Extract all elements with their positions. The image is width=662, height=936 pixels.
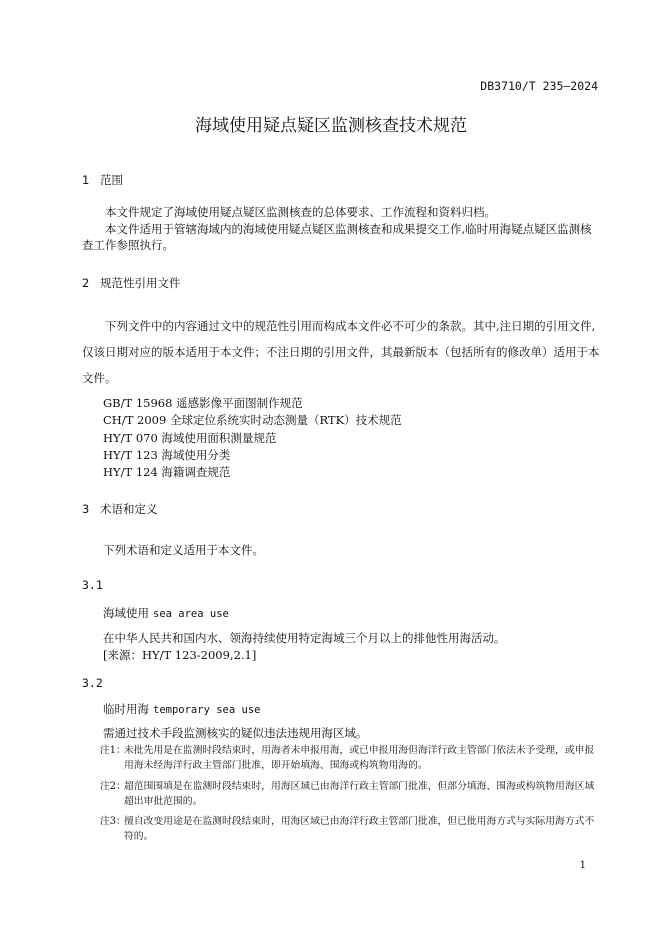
term-chinese: 海域使用 (103, 606, 149, 620)
page-number: 1 (579, 860, 586, 871)
reference-item: CH/T 2009 全球定位系统实时动态测量（RTK）技术规范 (103, 413, 402, 427)
reference-item: HY/T 124 海籍调查规范 (103, 465, 231, 479)
term-source: [来源：HY/T 123-2009,2.1] (103, 648, 257, 662)
term-heading (103, 605, 229, 621)
term-english: temporary sea use (153, 704, 261, 716)
term-heading (103, 701, 260, 717)
section-number: 1 (82, 173, 90, 187)
term-chinese: 临时用海 (103, 702, 149, 716)
section-heading-terms (82, 501, 158, 517)
note-item (100, 814, 600, 844)
reference-item: HY/T 070 海域使用面积测量规范 (103, 431, 277, 445)
term-number: 3.1 (82, 578, 103, 592)
section-number: 3 (82, 502, 90, 516)
term-number: 3.2 (82, 676, 103, 690)
scope-paragraph-1: 本文件规定了海域使用疑点疑区监测核查的总体要求、工作流程和资料归档。 (105, 205, 496, 219)
reference-item: HY/T 123 海域使用分类 (103, 448, 231, 462)
note-text: 擅自改变用途是在监测时段结束时，用海区域已由海洋行政主管部门批准，但已批用海方式与实际用海方式不符的。 (124, 816, 595, 842)
term-definition: 需通过技术手段监测核实的疑似违法违规用海区域。 (103, 726, 368, 740)
terms-intro: 下列术语和定义适用于本文件。 (103, 543, 264, 557)
note-item (100, 743, 600, 773)
section-heading-scope (82, 172, 123, 188)
section-title: 范围 (100, 173, 123, 187)
note-text: 未批先用是在监测时段结束时，用海者未申报用海，或已申报用海但海洋行政主管部门依法未予受理，或申报用海未经海洋行政主管部门批准，即开始填海、围海或构筑物用海的。 (124, 745, 595, 771)
note-label: 注3： (100, 816, 126, 827)
document-code: DB3710/T 235—2024 (480, 79, 598, 93)
normative-intro: 下列文件中的内容通过文中的规范性引用而构成本文件必不可少的条款。其中,注日期的引用文件,仅该日期对应的版本适用于本文件；不注日期的引用文件，其最新版本（包括所有的修改单）适用于本文件。 (82, 319, 600, 385)
note-item (100, 779, 600, 809)
note-label: 注1： (100, 745, 126, 756)
note-text: 超范围围填是在监测时段结束时，用海区域已由海洋行政主管部门批准，但部分填海、围海或构筑物用海区域超出审批范围的。 (124, 781, 595, 807)
section-heading-normative (82, 275, 181, 291)
reference-item: GB/T 15968 遥感影像平面图制作规范 (103, 396, 303, 410)
section-number: 2 (82, 276, 90, 290)
scope-paragraph-2: 本文件适用于管辖海域内的海域使用疑点疑区监测核查和成果提交工作,临时用海疑点疑区监测核查工作参照执行。 (82, 222, 592, 252)
term-english: sea area use (153, 608, 229, 620)
term-definition: 在中华人民共和国内水、领海持续使用特定海域三个月以上的排他性用海活动。 (103, 631, 506, 645)
section-title: 术语和定义 (100, 502, 158, 516)
section-title: 规范性引用文件 (100, 276, 181, 290)
document-title: 海域使用疑点疑区监测核查技术规范 (195, 116, 467, 136)
note-label: 注2： (100, 781, 126, 792)
